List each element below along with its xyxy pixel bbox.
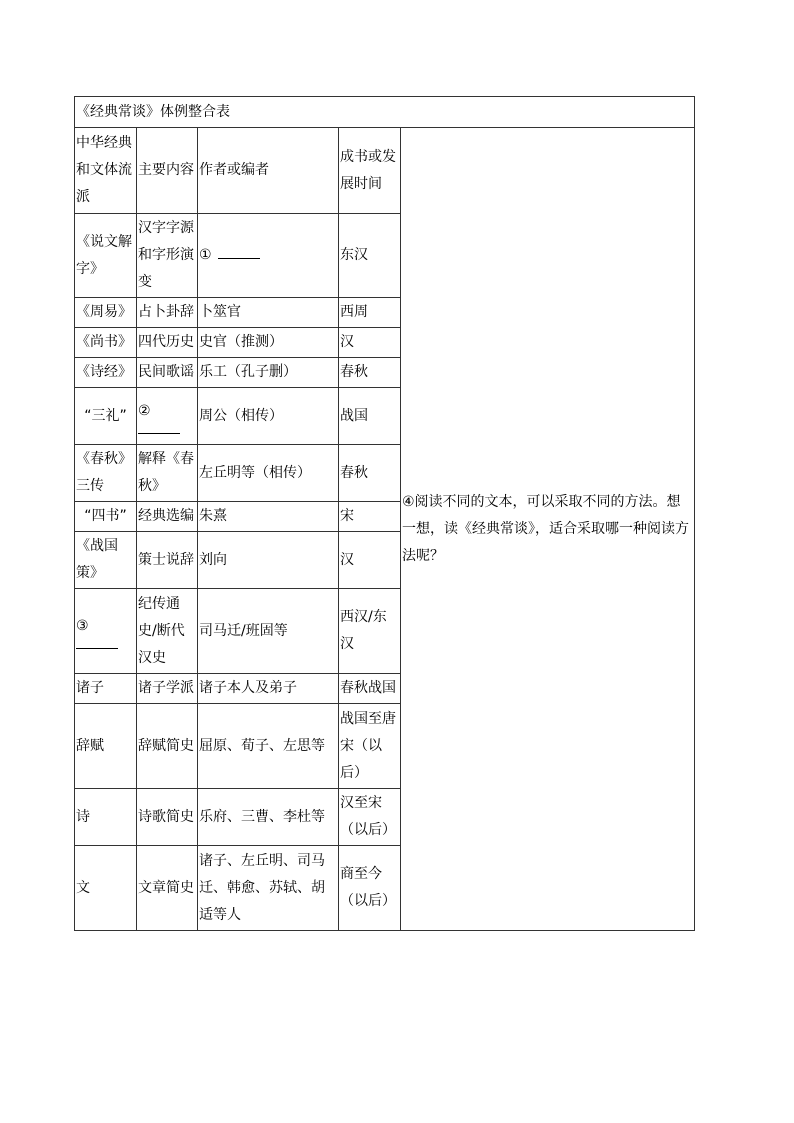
cell-content: 四代历史 — [137, 328, 198, 358]
fill-blank-1[interactable] — [218, 244, 260, 259]
cell-author: 乐府、三曹、李杜等 — [198, 789, 339, 846]
cell-work — [75, 589, 137, 674]
cell-time: 汉至宋（以后） — [339, 789, 401, 846]
cell-content: 诸子学派 — [137, 674, 198, 704]
cell-content: 民间歌谣 — [137, 358, 198, 388]
cell-content: 文章简史 — [137, 846, 198, 931]
cell-content: 汉字字源和字形演变 — [137, 214, 198, 298]
blank-marker: ① — [199, 247, 217, 263]
cell-content: 策士说辞 — [137, 532, 198, 589]
cell-time: 战国 — [339, 388, 401, 445]
header-work: 中华经典和文体流派 — [75, 128, 137, 214]
cell-content: 诗歌简史 — [137, 789, 198, 846]
fill-blank-3[interactable] — [76, 640, 118, 649]
integration-table — [74, 96, 695, 931]
cell-time: 汉 — [339, 532, 401, 589]
cell-content: 纪传通史/断代汉史 — [137, 589, 198, 674]
cell-author: 卜筮官 — [198, 298, 339, 328]
cell-work: “四书” — [75, 502, 137, 532]
cell-time: 商至今（以后） — [339, 846, 401, 931]
cell-content: 辞赋简史 — [137, 704, 198, 789]
question-cell — [401, 128, 695, 931]
cell-content: 占卜卦辞 — [137, 298, 198, 328]
cell-author — [198, 214, 339, 298]
blank-marker: ③ — [76, 618, 89, 634]
blank-marker: ② — [138, 403, 151, 419]
cell-time: 春秋 — [339, 358, 401, 388]
cell-work: 《春秋》三传 — [75, 445, 137, 502]
header-author: 作者或编者 — [198, 128, 339, 214]
cell-content — [137, 388, 198, 445]
cell-work: 诸子 — [75, 674, 137, 704]
cell-time: 宋 — [339, 502, 401, 532]
table-caption: 《经典常谈》体例整合表 — [75, 97, 695, 128]
cell-author: 朱熹 — [198, 502, 339, 532]
cell-time: 汉 — [339, 328, 401, 358]
cell-author: 司马迁/班固等 — [198, 589, 339, 674]
cell-content: 解释《春秋》 — [137, 445, 198, 502]
cell-work: 《尚书》 — [75, 328, 137, 358]
cell-time: 春秋战国 — [339, 674, 401, 704]
cell-author: 屈原、荀子、左思等 — [198, 704, 339, 789]
cell-content: 经典选编 — [137, 502, 198, 532]
fill-blank-2[interactable] — [138, 425, 180, 434]
cell-time: 东汉 — [339, 214, 401, 298]
cell-work: 辞赋 — [75, 704, 137, 789]
cell-work: 《周易》 — [75, 298, 137, 328]
cell-time: 西汉/东汉 — [339, 589, 401, 674]
cell-author: 诸子、左丘明、司马迁、韩愈、苏轼、胡适等人 — [198, 846, 339, 931]
header-content: 主要内容 — [137, 128, 198, 214]
header-time: 成书或发展时间 — [339, 128, 401, 214]
cell-work: 《战国策》 — [75, 532, 137, 589]
cell-author: 左丘明等（相传） — [198, 445, 339, 502]
cell-work: 《诗经》 — [75, 358, 137, 388]
cell-time: 春秋 — [339, 445, 401, 502]
cell-time: 战国至唐宋（以后） — [339, 704, 401, 789]
cell-author: 乐工（孔子删） — [198, 358, 339, 388]
question-text: ④阅读不同的文本，可以采取不同的方法。想一想，读《经典常谈》，适合采取哪一种阅读方法呢？ — [402, 493, 689, 564]
cell-author: 诸子本人及弟子 — [198, 674, 339, 704]
cell-author: 周公（相传） — [198, 388, 339, 445]
cell-author: 史官（推测） — [198, 328, 339, 358]
cell-work: 《说文解字》 — [75, 214, 137, 298]
cell-author: 刘向 — [198, 532, 339, 589]
cell-work: 诗 — [75, 789, 137, 846]
cell-work: 文 — [75, 846, 137, 931]
cell-time: 西周 — [339, 298, 401, 328]
cell-work: “三礼” — [75, 388, 137, 445]
